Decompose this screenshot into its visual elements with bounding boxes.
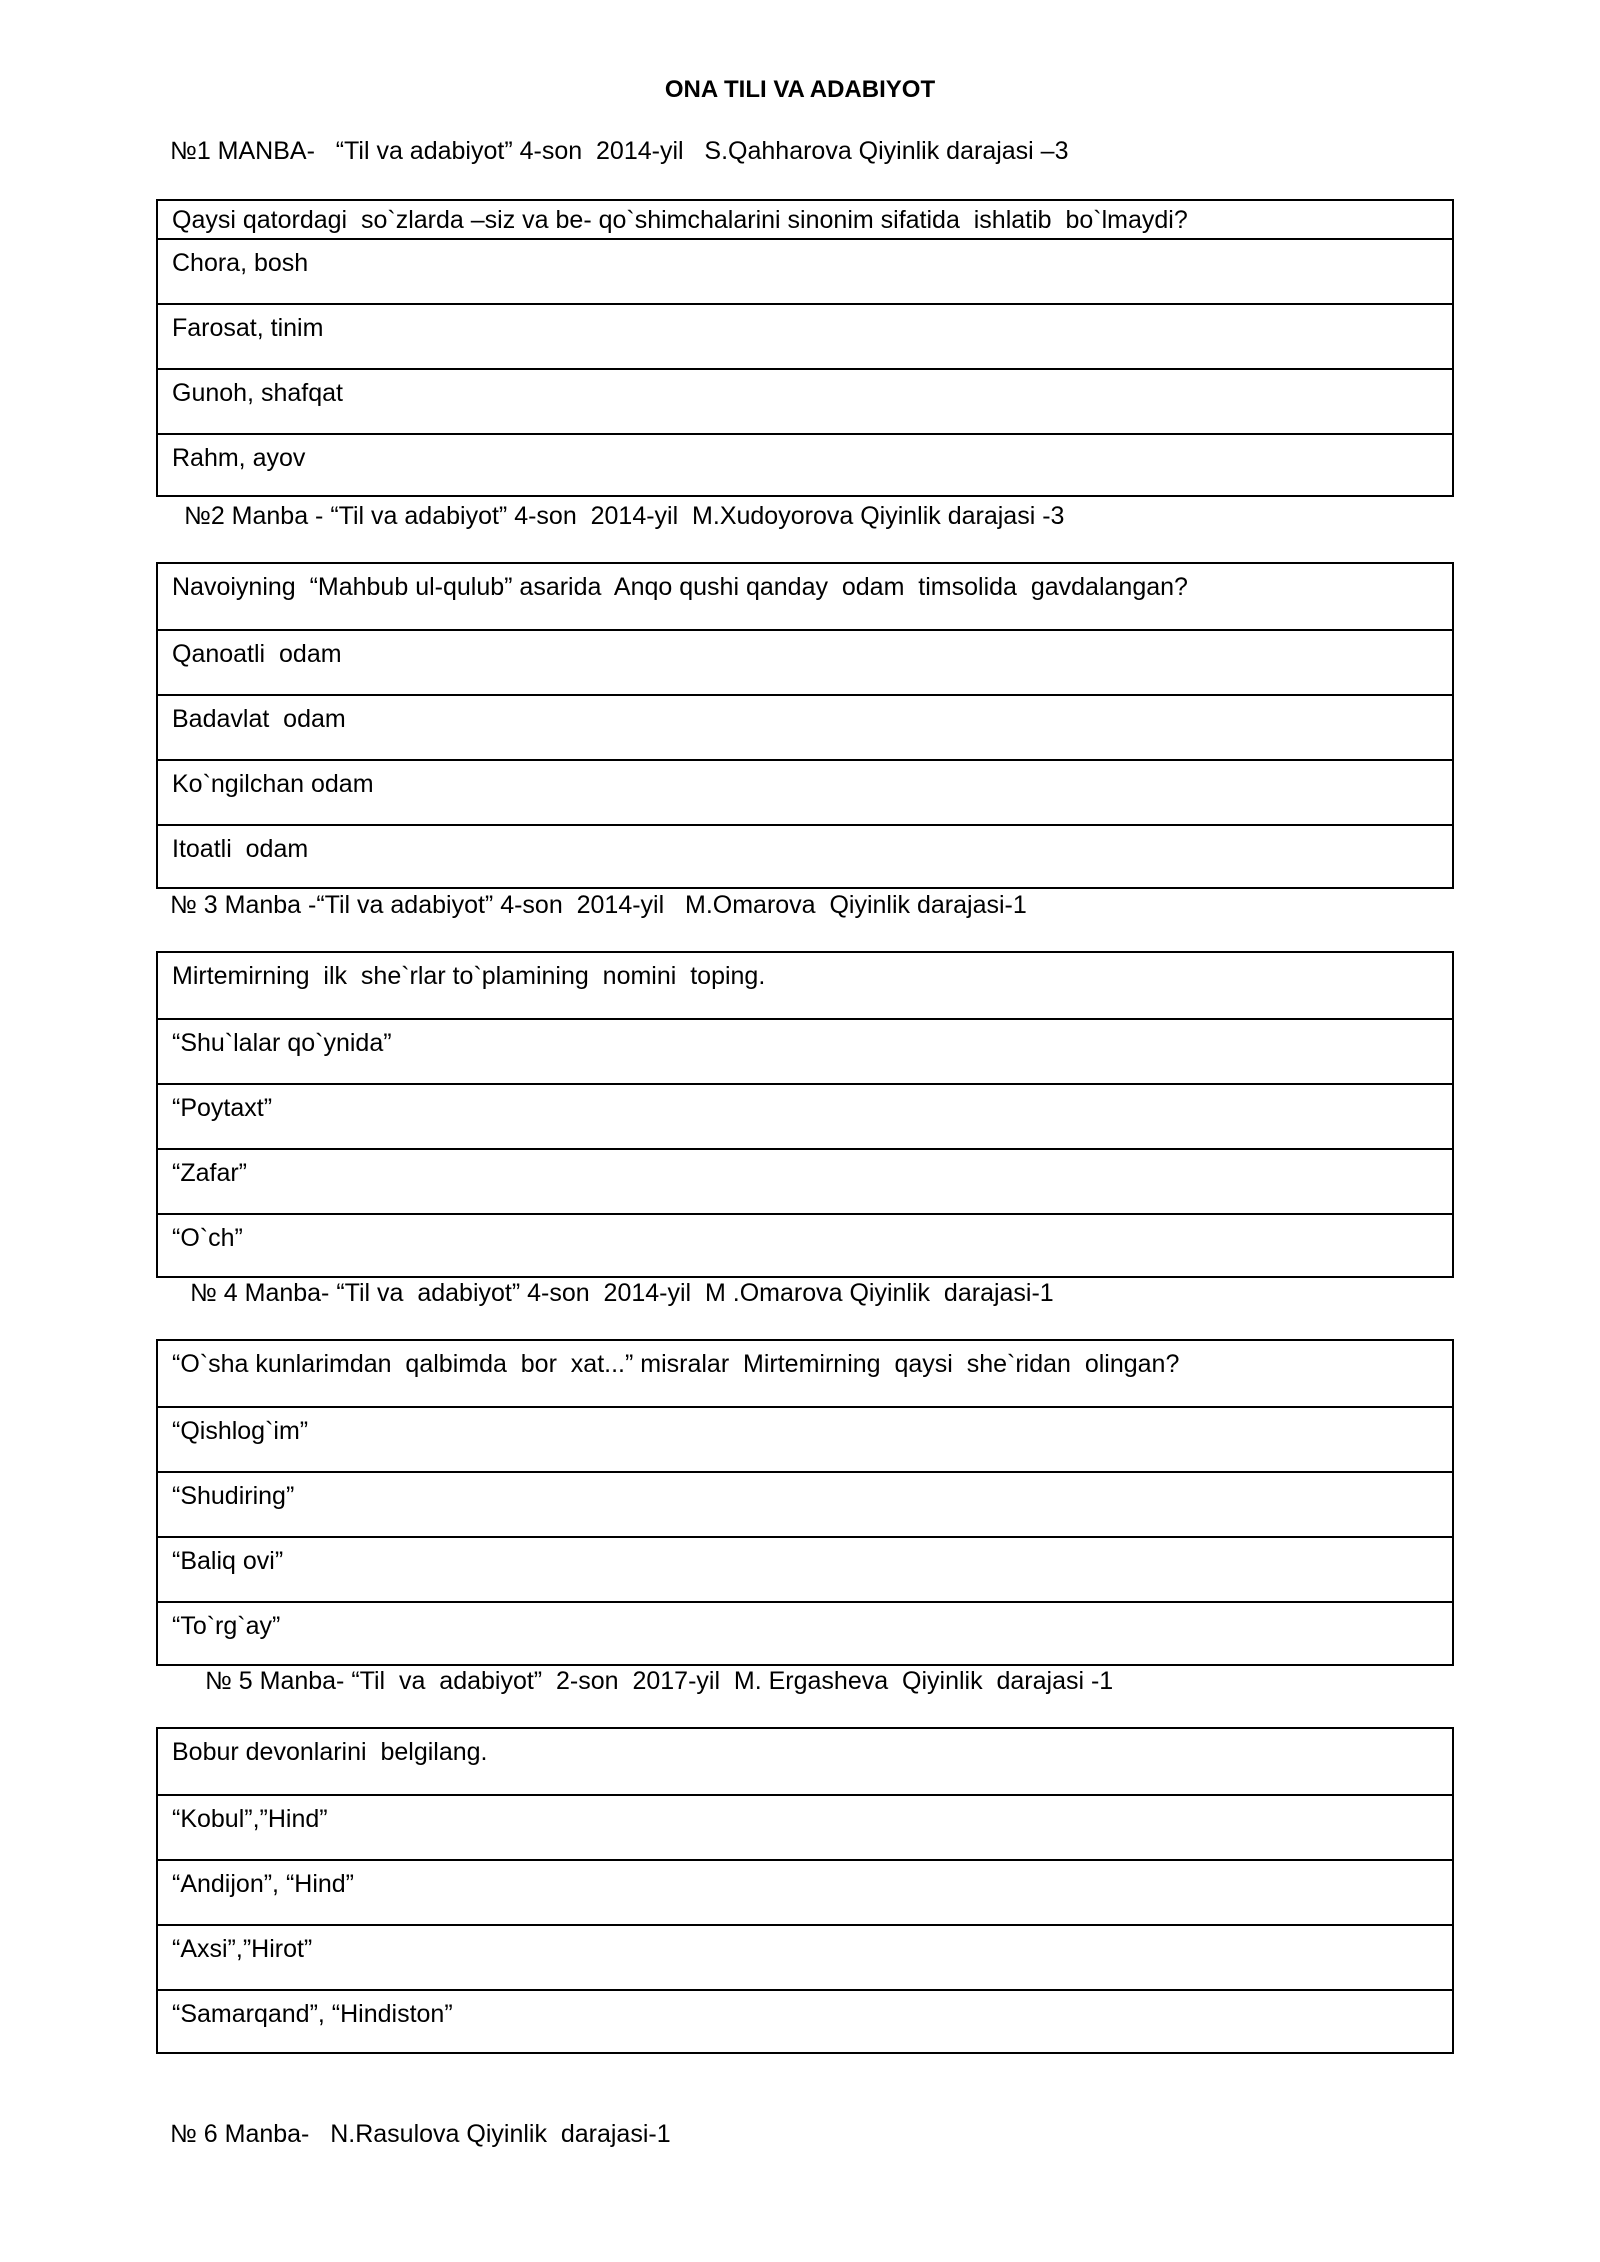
- question-3-source: № 3 Manba -“Til va adabiyot” 4-son 2014-yil M.Omarova Qiyinlik darajasi-1: [170, 891, 1027, 919]
- question-2-source: №2 Manba - “Til va adabiyot” 4-son 2014-yil M.Xudoyorova Qiyinlik darajasi -3: [184, 502, 1065, 530]
- question-2-table: [156, 562, 1454, 889]
- question-1-option-1: Chora, bosh: [158, 238, 1452, 303]
- question-5-text: Bobur devonlarini belgilang.: [172, 1738, 488, 1766]
- question-4-option-4: “To`rg`ay”: [158, 1601, 1452, 1666]
- question-4-option-3: “Baliq ovi”: [158, 1536, 1452, 1601]
- question-5-source: № 5 Manba- “Til va adabiyot” 2-son 2017-yil M. Ergasheva Qiyinlik darajasi -1: [205, 1667, 1114, 1695]
- question-5-option-4: “Samarqand”, “Hindiston”: [158, 1989, 1452, 2054]
- question-4-option-1: “Qishlog`im”: [158, 1406, 1452, 1471]
- question-1-source: №1 MANBA- “Til va adabiyot” 4-son 2014-yil S.Qahharova Qiyinlik darajasi –3: [170, 137, 1069, 165]
- question-2-option-4: Itoatli odam: [158, 824, 1452, 889]
- question-4-text: “O`sha kunlarimdan qalbimda bor xat...” misralar Mirtemirning qaysi she`ridan olingan?: [172, 1350, 1180, 1378]
- question-2-text: Navoiyning “Mahbub ul-qulub” asarida Anqo qushi qanday odam timsolida gavdalangan?: [172, 573, 1188, 601]
- question-4-option-2: “Shudiring”: [158, 1471, 1452, 1536]
- question-5-option-3: “Axsi”,”Hirot”: [158, 1924, 1452, 1989]
- question-6-source: № 6 Manba- N.Rasulova Qiyinlik darajasi-1: [170, 2120, 671, 2148]
- question-3-table: [156, 951, 1454, 1278]
- question-2-option-1: Qanoatli odam: [158, 629, 1452, 694]
- question-1-table: [156, 199, 1454, 497]
- question-5-option-2: “Andijon”, “Hind”: [158, 1859, 1452, 1924]
- question-4-table: [156, 1339, 1454, 1666]
- question-1-text: Qaysi qatordagi so`zlarda –siz va be- qo`shimchalarini sinonim sifatida ishlatib bo`lmaydi?: [172, 206, 1188, 234]
- question-3-option-4: “O`ch”: [158, 1213, 1452, 1278]
- question-4-source: № 4 Manba- “Til va adabiyot” 4-son 2014-yil M .Omarova Qiyinlik darajasi-1: [190, 1279, 1054, 1307]
- question-1-option-3: Gunoh, shafqat: [158, 368, 1452, 433]
- question-2-option-3: Ko`ngilchan odam: [158, 759, 1452, 824]
- question-2-option-2: Badavlat odam: [158, 694, 1452, 759]
- question-1-option-2: Farosat, tinim: [158, 303, 1452, 368]
- question-5-table: [156, 1727, 1454, 2054]
- question-5-option-1: “Kobul”,”Hind”: [158, 1794, 1452, 1859]
- question-3-text: Mirtemirning ilk she`rlar to`plamining nomini toping.: [172, 962, 766, 990]
- question-1-option-4: Rahm, ayov: [158, 433, 1452, 498]
- question-3-option-1: “Shu`lalar qo`ynida”: [158, 1018, 1452, 1083]
- question-3-option-3: “Zafar”: [158, 1148, 1452, 1213]
- question-3-option-2: “Poytaxt”: [158, 1083, 1452, 1148]
- page-title: ONA TILI VA ADABIYOT: [664, 76, 936, 103]
